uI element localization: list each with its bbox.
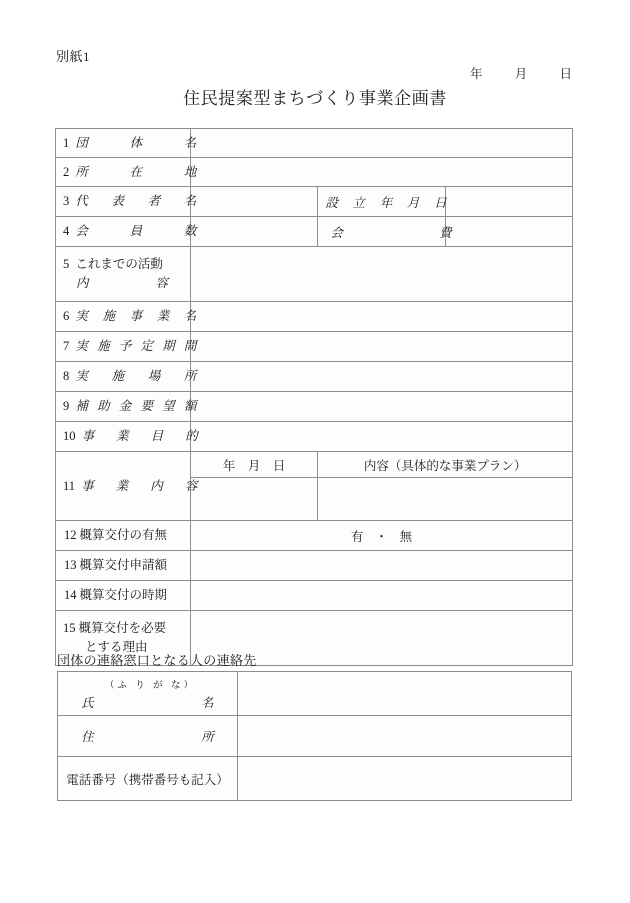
- table-row: [58, 716, 572, 757]
- option-yes[interactable]: 有: [350, 529, 364, 544]
- label-char: 容: [184, 478, 198, 493]
- label-char: 会: [75, 224, 88, 239]
- label-char: 事: [81, 478, 94, 493]
- input-cell-subsidy-request-amount[interactable]: [191, 392, 573, 422]
- contact-section-heading: 団体の連絡窓口となる人の連絡先: [57, 653, 257, 668]
- label-char: 助: [97, 399, 110, 414]
- row-number: 11: [63, 478, 76, 493]
- row-label-advance-payment-timing: [56, 581, 191, 611]
- contact-label-phone: [58, 757, 238, 801]
- label-char: 的: [185, 429, 198, 444]
- row-label-text: [75, 163, 196, 181]
- label-char: 実: [75, 309, 88, 324]
- label-char: 年: [379, 195, 393, 210]
- column-header-date: 年 月 日: [191, 452, 318, 478]
- label-char: 業: [156, 309, 170, 324]
- row-label-text: [75, 222, 196, 240]
- label-char: 事: [81, 429, 95, 444]
- row-number: 12: [64, 528, 77, 543]
- contact-label-phone-text: 電話番号（携帯番号も記入）: [66, 772, 229, 787]
- table-row: [56, 302, 573, 332]
- month-label: 月: [514, 67, 528, 81]
- row-label-project-purpose: [56, 422, 198, 452]
- label-line-2: [76, 274, 168, 293]
- label-char: 予: [118, 339, 132, 354]
- label-char: 内: [76, 276, 89, 290]
- row-number: 14: [64, 588, 77, 603]
- row-number: 2: [63, 164, 70, 179]
- row-number: 10: [63, 429, 76, 444]
- input-cell-project-period[interactable]: [191, 332, 573, 362]
- table-row: [56, 521, 573, 551]
- row-number: 3: [63, 194, 70, 209]
- row-label-address: [56, 158, 197, 187]
- row-label-project-name: [56, 302, 197, 332]
- row-label-advance-payment-amount: [56, 551, 191, 581]
- table-row: [56, 581, 573, 611]
- label-char: 内: [150, 478, 163, 493]
- row-number: 7: [63, 339, 70, 354]
- table-row: [56, 422, 573, 452]
- table-row: [56, 551, 573, 581]
- table-row: [56, 217, 573, 247]
- main-form-table-wrapper: [55, 128, 573, 666]
- row-label-past-activities: [56, 247, 191, 302]
- table-row: [56, 129, 573, 158]
- choice-cell-advance-payment[interactable]: [191, 521, 573, 551]
- main-form-table: [55, 128, 573, 666]
- row-label-member-count: [56, 217, 197, 247]
- label-char: 名: [201, 695, 214, 710]
- row-number: 9: [63, 399, 70, 414]
- label-char: 所: [201, 730, 214, 744]
- label-char: 立: [352, 195, 366, 210]
- input-cell-contact-name[interactable]: [238, 672, 572, 716]
- day-label: 日: [559, 67, 572, 81]
- input-cell-project-detail-date[interactable]: [191, 478, 318, 521]
- option-separator: ・: [375, 529, 388, 544]
- label-line-1: これまでの活動: [75, 257, 163, 272]
- input-cell-project-location[interactable]: [191, 362, 573, 392]
- row-label-establishment-date: [318, 187, 445, 217]
- label-char: 事: [129, 309, 143, 324]
- choice-group-advance-payment: [351, 527, 412, 545]
- label-line-1: 15 概算交付を必要: [63, 621, 167, 636]
- input-cell-contact-address[interactable]: [238, 716, 572, 757]
- input-cell-past-activities[interactable]: [191, 247, 573, 302]
- table-row: [58, 757, 572, 801]
- label-char: 間: [183, 339, 197, 354]
- table-row: [56, 158, 573, 187]
- label-char: 所: [75, 164, 88, 179]
- row-label-text: [82, 427, 198, 445]
- label-char: 名: [183, 309, 197, 324]
- label-char: 日: [434, 195, 447, 210]
- label-char: 望: [162, 399, 175, 414]
- label-char: 数: [183, 224, 197, 239]
- label-char: 費: [439, 225, 452, 240]
- row-label-text: 概算交付の有無: [79, 528, 168, 543]
- row-number: 8: [63, 369, 70, 384]
- input-cell-contact-phone[interactable]: [238, 757, 572, 801]
- contact-table: [57, 671, 572, 801]
- label-char: 要: [140, 399, 153, 414]
- row-label-text: [75, 337, 196, 355]
- label-char: 施: [102, 309, 115, 324]
- label-char: 代: [75, 194, 88, 209]
- input-cell-establishment-date[interactable]: [445, 187, 572, 217]
- input-cell-project-detail-content[interactable]: [318, 478, 573, 521]
- row-number: 5: [63, 257, 70, 272]
- input-cell-membership-fee[interactable]: [445, 217, 572, 247]
- table-row: [56, 247, 573, 302]
- label-char: 住: [81, 730, 94, 744]
- contact-label-address: [58, 716, 238, 757]
- input-cell-project-purpose[interactable]: [191, 422, 573, 452]
- table-row: [56, 187, 573, 217]
- input-cell-advance-payment-timing[interactable]: [191, 581, 573, 611]
- label-char: 施: [97, 339, 110, 354]
- label-char: 名: [183, 194, 197, 209]
- table-row: [56, 452, 573, 478]
- contact-label-name-text: [81, 693, 213, 711]
- label-char: 体: [129, 135, 143, 150]
- row-label-subsidy-request-amount: [56, 392, 197, 422]
- label-line-2: とする理由: [85, 640, 148, 654]
- row-number: 4: [63, 224, 70, 239]
- row-label-text: 概算交付申請額: [79, 558, 168, 573]
- contact-label-name: [58, 672, 238, 716]
- label-char: 表: [111, 194, 125, 209]
- label-char: 定: [140, 339, 153, 354]
- label-char: 実: [75, 369, 88, 384]
- label-char: 期: [162, 339, 175, 354]
- row-label-text: [75, 397, 196, 415]
- input-cell-organization-name[interactable]: [191, 129, 573, 158]
- row-label-advance-payment-existence: [56, 521, 191, 551]
- row-label-project-period: [56, 332, 197, 362]
- row-number: 6: [63, 309, 70, 324]
- input-cell-advance-payment-amount[interactable]: [191, 551, 573, 581]
- row-label-text: [81, 477, 197, 495]
- row-label-organization-name: [56, 129, 197, 158]
- row-label-membership-fee: [318, 217, 452, 247]
- label-char: 業: [116, 429, 129, 444]
- row-label-project-details: [56, 452, 198, 521]
- label-char: 容: [155, 276, 168, 290]
- row-label-representative-name: [56, 187, 197, 217]
- row-label-text: 概算交付の時期: [79, 588, 168, 603]
- row-label-project-location: [56, 362, 197, 392]
- row-number: 13: [64, 558, 77, 573]
- table-row: [56, 362, 573, 392]
- label-char: 実: [75, 339, 88, 354]
- row-number: 1: [63, 135, 70, 150]
- label-char: 所: [183, 369, 197, 384]
- label-char: 場: [147, 369, 161, 384]
- label-char: 額: [183, 399, 197, 414]
- page-title: 住民提案型まちづくり事業企画書: [183, 89, 447, 108]
- option-no[interactable]: 無: [399, 529, 413, 544]
- label-char: 在: [129, 164, 143, 179]
- label-char: 地: [183, 164, 197, 179]
- label-char: 者: [147, 194, 161, 209]
- label-char: 名: [183, 135, 197, 150]
- row-label-text: [75, 367, 196, 385]
- table-row: [58, 672, 572, 716]
- contact-label-address-text: [81, 727, 213, 745]
- input-cell-member-count[interactable]: [191, 217, 318, 247]
- contact-table-wrapper: [57, 671, 572, 801]
- label-char: 月: [406, 195, 420, 210]
- input-cell-address[interactable]: [191, 158, 573, 187]
- label-char: 補: [75, 399, 88, 414]
- furigana-label: （ふ り が な）: [104, 680, 197, 691]
- row-label-text: [75, 307, 196, 325]
- date-entry-line: [470, 64, 572, 82]
- label-char: 業: [115, 478, 129, 493]
- table-row: [56, 392, 573, 422]
- label-char: 団: [75, 135, 88, 150]
- row-label-text: [75, 192, 196, 210]
- label-char: 員: [129, 224, 143, 239]
- document-reference-label: 別紙1: [56, 49, 91, 64]
- label-char: 会: [330, 225, 343, 240]
- table-row: [56, 332, 573, 362]
- column-header-content: 内容（具体的な事業プラン）: [318, 452, 573, 478]
- input-cell-representative-name[interactable]: [191, 187, 318, 217]
- year-label: 年: [469, 67, 483, 81]
- input-cell-project-name[interactable]: [191, 302, 573, 332]
- label-char: 金: [118, 399, 132, 414]
- label-char: 目: [150, 429, 164, 444]
- label-char: 設: [325, 195, 338, 210]
- row-label-text: [75, 134, 196, 152]
- label-char: 施: [111, 369, 125, 384]
- label-char: 氏: [81, 695, 94, 710]
